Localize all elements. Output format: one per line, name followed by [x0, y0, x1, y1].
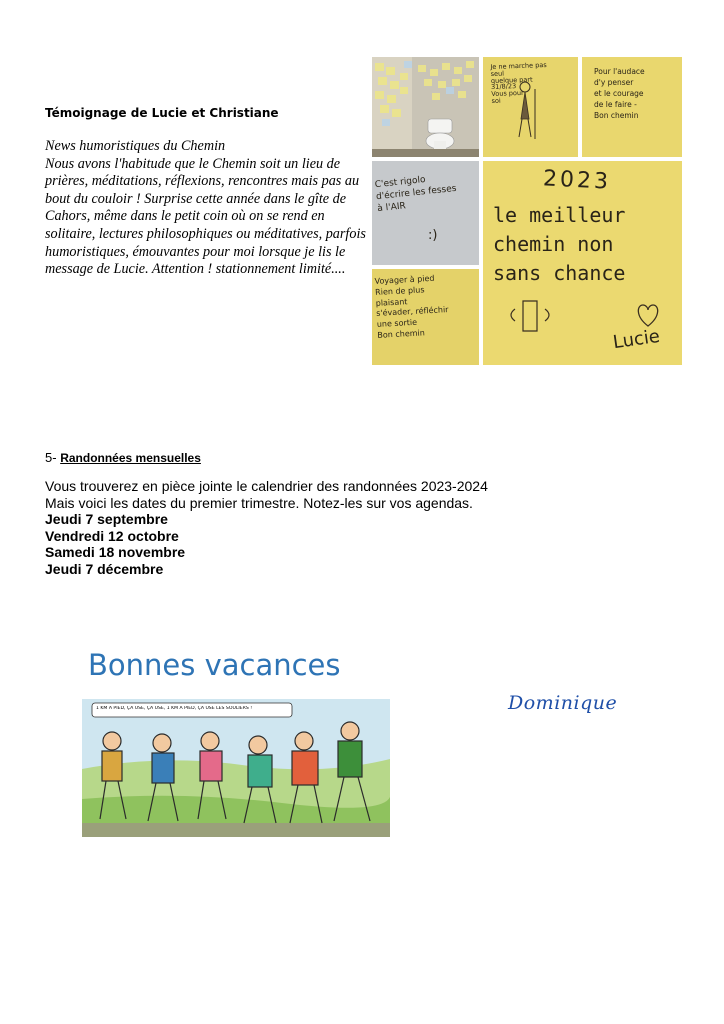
sticky-note-3: [372, 161, 479, 265]
cartoon-speech-bubble: 1 KM À PIED, ÇA USE, ÇA USE, 1 KM À PIED, ÇA USE LES SOULIERS !: [96, 706, 253, 711]
sticky-note-5-year: 2023: [542, 166, 612, 195]
sticky-note-4-text: Voyager à pied Rien de plus plaisant s'évader, réfléchir une sortie Bon chemin: [374, 273, 449, 340]
hikers-cartoon-illustration: [82, 699, 390, 837]
testimony-text: [45, 138, 370, 279]
heart-drawing-icon: [503, 291, 563, 341]
testimony-title: Témoignage de Lucie et Christiane: [45, 106, 279, 120]
smiley-icon: :): [428, 228, 438, 243]
rando-heading: [45, 450, 201, 465]
signature: Dominique: [508, 692, 618, 714]
rando-date-item: Jeudi 7 septembre: [45, 511, 168, 527]
rando-line-1: Vous trouverez en pièce jointe le calendrier des randonnées 2023-2024: [45, 478, 488, 494]
testimony-subtitle: News humoristiques du Chemin: [45, 138, 226, 154]
heart-icon: [633, 301, 663, 329]
toilet-wall-photo: [372, 57, 479, 157]
rando-section-number: 5-: [45, 450, 57, 465]
sticky-note-5-text: le meilleur chemin non sans chance: [493, 203, 626, 285]
rando-date-item: Vendredi 12 octobre: [45, 527, 179, 544]
rando-date-item: Jeudi 7 décembre: [45, 560, 164, 577]
testimony-body: Nous avons l'habitude que le Chemin soit un lieu de prières, méditations, réflexions, rencontres mais pas au bout du couloir ! Surprise cette année dans le gîte de Cahors, même dans le petit coin où on se rend en solitaire, lectures philosophiques ou méditatives, parfois humoristiques, émouvantes pour moi lorsque je lis le message de Lucie. Attention ! stationnement limité....: [45, 155, 366, 278]
sticky-note-2: [582, 57, 682, 157]
sticky-note-1-text: Je ne marche pas seul quelque part 31/8/23 Vous pour soi: [490, 61, 547, 106]
rando-section-title: Randonnées mensuelles: [60, 451, 201, 465]
photo-collage: [372, 57, 682, 365]
rando-body: [45, 478, 488, 577]
sticky-note-2-text: Pour l'audace d'y penser et le courage de le faire - Bon chemin: [594, 67, 645, 120]
sticky-note-5-signature: Lucie: [611, 325, 662, 354]
sticky-note-1: [483, 57, 578, 157]
vacances-title: Bonnes vacances: [88, 648, 341, 682]
rando-line-2: Mais voici les dates du premier trimestre. Notez-les sur vos agendas.: [45, 494, 473, 511]
sticky-note-4: [372, 269, 479, 365]
rando-date-item: Samedi 18 novembre: [45, 544, 186, 560]
sticky-note-5: [483, 161, 682, 365]
sticky-note-3-text: C'est rigolo d'écrire les fesses à l'AIR: [374, 174, 457, 215]
pilgrim-drawing-icon: [507, 79, 543, 141]
